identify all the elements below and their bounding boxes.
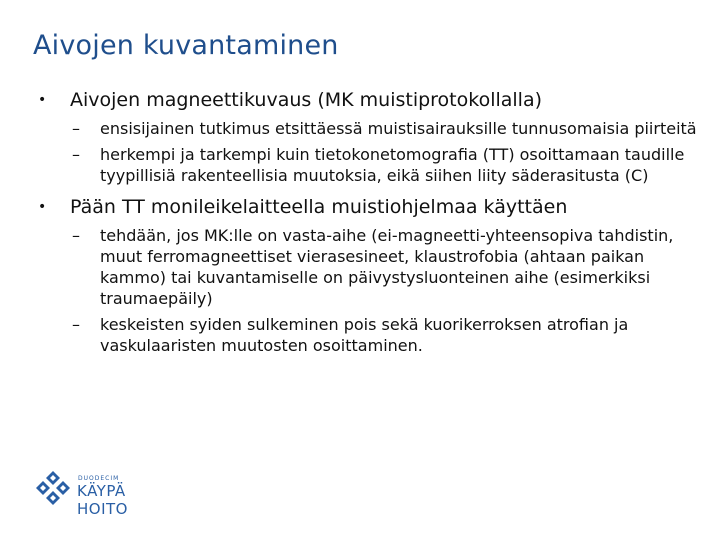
bullet-item xyxy=(34,195,704,219)
slide-content xyxy=(34,88,704,361)
sub-bullet-text: tehdään, jos MK:lle on vasta-aihe (ei-magneetti-yhteensopiva tahdistin, muut ferromagneettiset vierasesineet, klaustrofobia (ahtaan paikan kammo) tai kuvantamiselle on päivystysluonteinen aihe (esimerkiksi traumaepäily) xyxy=(100,226,674,308)
bullet-text: Pään TT monileikelaitteella muistiohjelmaa käyttäen xyxy=(70,196,568,218)
duodecim-diamond-icon xyxy=(35,470,71,506)
dash-marker: – xyxy=(72,315,80,334)
dash-marker: – xyxy=(72,119,80,138)
sub-bullet-text: ensisijainen tutkimus etsittäessä muistisairauksille tunnusomaisia piirteitä xyxy=(100,119,697,138)
sub-bullet-item xyxy=(34,118,704,139)
sub-bullet-item xyxy=(34,144,704,186)
sub-bullet-text: keskeisten syiden sulkeminen pois sekä kuorikerroksen atrofian ja vaskulaaristen muutosten osoittaminen. xyxy=(100,315,629,355)
bullet-marker: • xyxy=(38,199,47,215)
bullet-marker: • xyxy=(38,92,47,108)
dash-marker: – xyxy=(72,145,80,164)
sub-bullet-item xyxy=(34,225,704,309)
logo-big-text: KÄYPÄ HOITO xyxy=(77,482,128,518)
sub-bullet-item xyxy=(34,314,704,356)
sub-bullet-text: herkempi ja tarkempi kuin tietokonetomografia (TT) osoittamaan taudille tyypillisiä rakenteellisia muutoksia, eikä siihen liity säderasitusta (C) xyxy=(100,145,685,185)
bullet-item xyxy=(34,88,704,112)
slide-title: Aivojen kuvantaminen xyxy=(33,30,339,61)
dash-marker: – xyxy=(72,226,80,245)
bullet-text: Aivojen magneettikuvaus (MK muistiprotokollalla) xyxy=(70,89,543,111)
kaypa-hoito-logo xyxy=(35,466,175,518)
logo-small-text: DUODECIM xyxy=(78,475,120,482)
